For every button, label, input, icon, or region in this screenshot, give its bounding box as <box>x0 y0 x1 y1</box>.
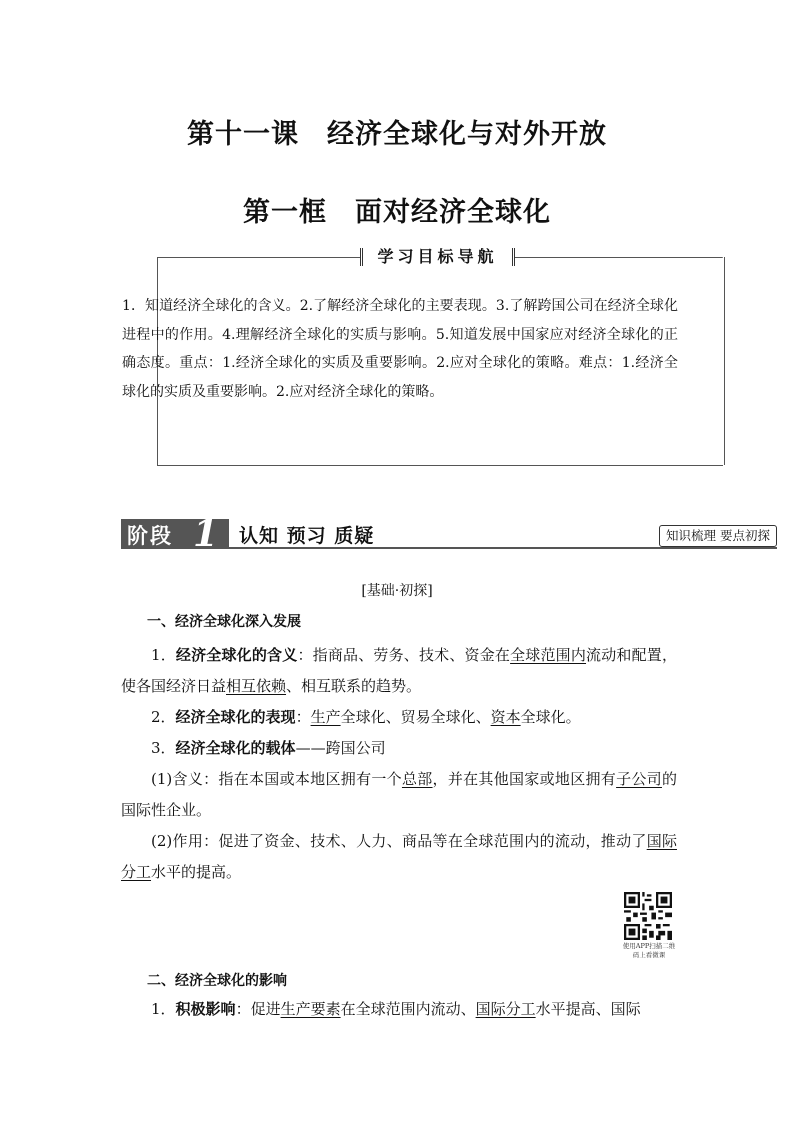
text-span: (2)作用：促进了资金、技术、人力、商品等在全球范围内的流动，推动了 <box>151 832 647 850</box>
qr-code[interactable] <box>624 892 672 940</box>
text-span: 的国际性企业。 <box>121 770 677 819</box>
text-span: 水平的提高。 <box>151 863 242 881</box>
blank-answer: 生产要素 <box>280 1000 341 1018</box>
blank-answer: 全球范围内 <box>510 646 587 664</box>
text-span: ，并在其他国家或地区拥有 <box>432 770 617 788</box>
heading-2: 二、经济全球化的影响 <box>147 973 287 989</box>
paragraph-carrier <box>121 733 677 764</box>
text-span: ：指商品、劳务、技术、资金在 <box>297 646 511 664</box>
blank-answer: 资本 <box>490 708 521 726</box>
learning-goals-text: 1．知道经济全球化的含义。2.了解经济全球化的主要表现。3.了解跨国公司在经济全球化进程中的作用。4.理解经济全球化的实质与影响。5.知道发展中国家应对经济全球化的正确态度。重点：1.经济全球化的实质及重要影响。2.应对全球化的策略。难点：1.经济全球化的实质及重要影响。2.应对经济全球化的策略。 <box>122 298 678 400</box>
item-head: 经济全球化的表现 <box>175 708 296 726</box>
item-number: 3． <box>151 739 176 757</box>
text-span: 流动和配置，使各国经济日益 <box>121 646 677 695</box>
text-span: ——跨国公司 <box>295 739 386 757</box>
text-span: 在全球范围内流动、 <box>340 1000 476 1018</box>
stage-banner <box>121 513 777 555</box>
paragraph-definition <box>121 640 677 702</box>
item-head: 经济全球化的载体 <box>175 739 296 757</box>
paragraph-manifestation <box>121 702 677 733</box>
paragraph-role <box>121 826 677 888</box>
item-number: 2． <box>151 708 176 726</box>
stage-title: 认知 预习 质疑 <box>239 525 375 547</box>
text-span: (1)含义：指在本国或本地区拥有一个 <box>151 770 402 788</box>
item-number: 1． <box>151 646 176 664</box>
heading-1: 一、经济全球化深入发展 <box>147 614 301 630</box>
paragraph-positive-impact <box>121 994 677 1025</box>
lesson-title: 第十一课 经济全球化与对外开放 <box>187 119 607 150</box>
text-span: ：促进 <box>235 1000 281 1018</box>
goals-bottom-border <box>157 465 723 466</box>
item-head: 积极影响 <box>175 1000 236 1018</box>
stage-word: 阶段 <box>127 524 173 548</box>
section-label: [基础·初探] <box>361 583 433 599</box>
text-span: ： <box>295 708 311 726</box>
stage-number: 1 <box>193 513 219 555</box>
item-number: 1． <box>151 1000 176 1018</box>
text-span: 全球化、贸易全球化、 <box>340 708 491 726</box>
blank-answer: 国际分工 <box>121 832 677 881</box>
text-span: 、相互联系的趋势。 <box>286 677 422 695</box>
paragraph-meaning <box>121 764 677 826</box>
item-head: 经济全球化的含义 <box>175 646 298 664</box>
qr-caption: 使用APP扫描二维码上看微课 <box>622 942 676 959</box>
blank-answer: 子公司 <box>616 770 662 788</box>
blank-answer: 相互依赖 <box>226 677 287 695</box>
learning-goals-label: 学习目标导航 <box>360 244 515 270</box>
section-subtitle: 第一框 面对经济全球化 <box>243 197 551 228</box>
text-span: 水平提高、国际 <box>535 1000 641 1018</box>
stage-tag: 知识梳理 要点初探 <box>659 525 777 547</box>
blank-answer: 总部 <box>401 770 433 788</box>
blank-answer: 生产 <box>310 708 341 726</box>
blank-answer: 国际分工 <box>475 1000 536 1018</box>
text-span: 全球化。 <box>520 708 581 726</box>
